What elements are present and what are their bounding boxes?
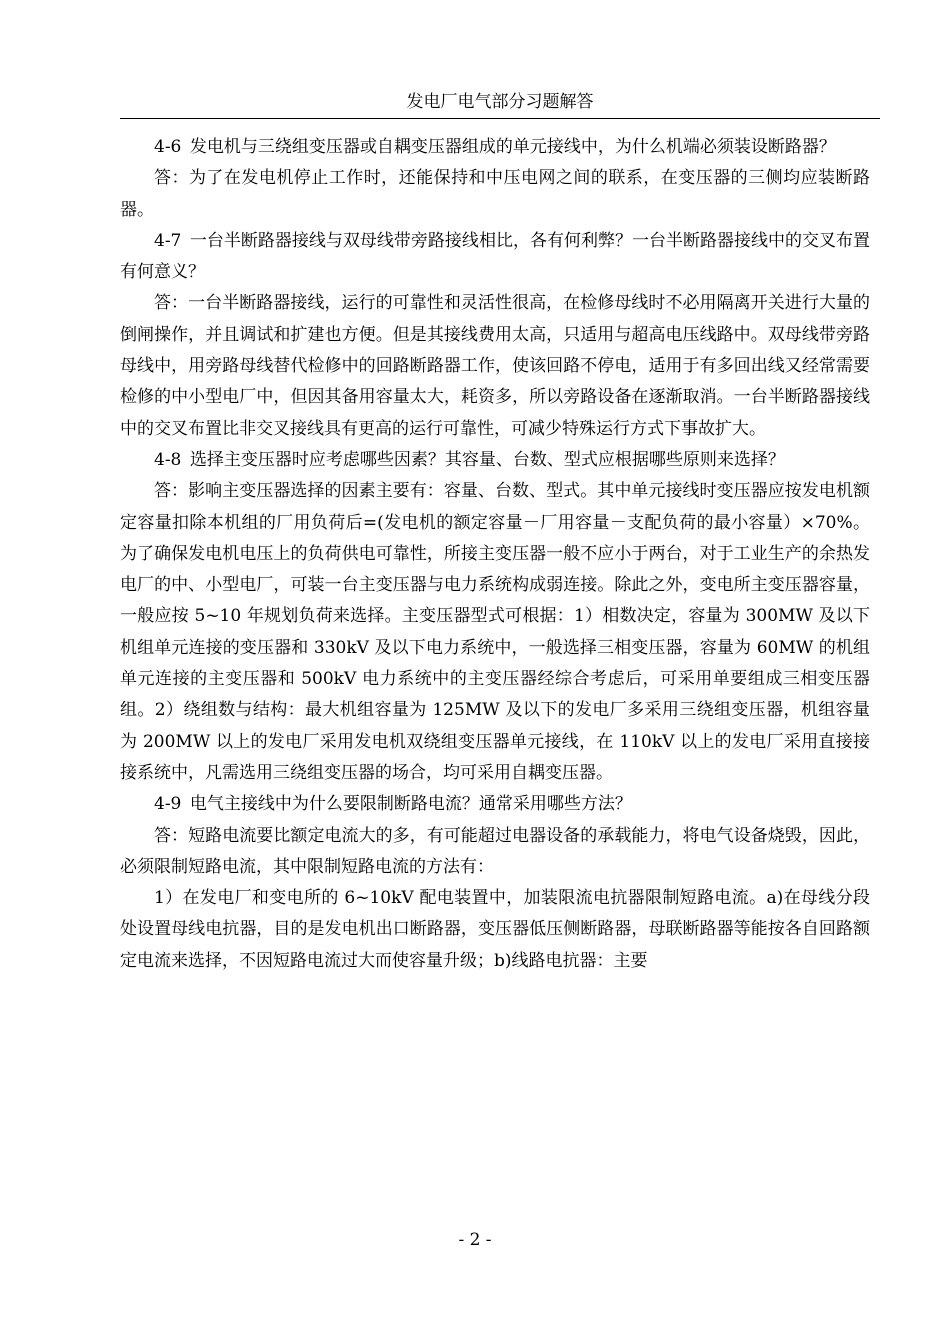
question-4-7 [120,226,870,289]
document-body [120,132,870,977]
question-text: 发电机与三绕组变压器或自耦变压器组成的单元接线中，为什么机端必须装设断路器？ [189,137,836,157]
question-number: 4-8 [154,449,182,470]
answer-4-9-method-1: 1）在发电厂和变电所的 6~10kV 配电装置中，加装限流电抗器限制短路电流。a)在母线分段处设置母线电抗器，目的是发电机出口断路器，变压器低压侧断路器，母联断路器等能按各自回路额定电流来选择，不因短路电流过大而使容量升级；b)线路电抗器：主要 [120,888,870,971]
question-4-8 [120,445,870,476]
question-text: 电气主接线中为什么要限制断路电流？通常采用哪些方法？ [189,794,632,815]
question-4-9 [120,789,870,820]
question-number: 4-9 [154,794,182,815]
question-number: 4-6 [154,137,182,157]
page-header [120,88,880,119]
question-4-6 [120,132,870,163]
document-title: 发电厂电气部分习题解答 [406,92,594,112]
answer-4-8: 答：影响主变压器选择的因素主要有：容量、台数、型式。其中单元接线时变压器应按发电机额定容量扣除本机组的厂用负荷后=(发电机的额定容量－厂用容量－支配负荷的最小容量）×70%。为了确保发电机电压上的负荷供电可靠性，所接主变压器一般不应小于两台，对于工业生产的余热发电厂的中、小型电厂，可装一台主变压器与电力系统构成弱连接。除此之外，变电所主变压器容量，一般应按 5~10 年规划负荷来选择。主变压器型式可根据：1）相数决定，容量为 300MW 及以下机组单元连接的变压器和 330kV 及以下电力系统中，一般选择三相变压器，容量为 60MW 的机组单元连接的主变压器和 500kV 电力系统中的主变压器经综合考虑后，可采用单要组成三相变压器组。2）绕组数与结构：最大机组容量为 125MW 及以下的发电厂多采用三绕组变压器，机组容量为 200MW 以上的发电厂采用发电机双绕组变压器单元接线，在 110kV 以上的发电厂采用直接接接系统中，凡需选用三绕组变压器的场合，均可采用自耦变压器。 [120,481,870,783]
answer-4-7: 答：一台半断路器接线，运行的可靠性和灵活性很高，在检修母线时不必用隔离开关进行大量的倒闸操作，并且调试和扩建也方便。但是其接线费用太高，只适用与超高电压线路中。双母线带旁路母线中，用旁路母线替代检修中的回路断路器工作，使该回路不停电，适用于有多回出线又经常需要检修的中小型电厂中，但因其备用容量太大，耗资多，所以旁路设备在逐渐取消。一台半断路器接线中的交叉布置比非交叉接线具有更高的运行可靠性，可减少特殊运行方式下事故扩大。 [120,293,870,439]
answer-4-9: 答：短路电流要比额定电流大的多，有可能超过电器设备的承载能力，将电气设备烧毁，因此，必须限制短路电流，其中限制短路电流的方法有： [120,825,870,877]
answer-4-6: 答：为了在发电机停止工作时，还能保持和中压电网之间的联系，在变压器的三侧均应装断路器。 [120,168,870,220]
question-text: 一台半断路器接线与双母线带旁路接线相比，各有何利弊？一台半断路器接线中的交叉布置有何意义？ [120,230,870,283]
page-number: - 2 - [458,1230,492,1250]
question-text: 选择主变压器时应考虑哪些因素？其容量、台数、型式应根据哪些原则来选择？ [189,449,785,470]
question-number: 4-7 [154,230,182,251]
